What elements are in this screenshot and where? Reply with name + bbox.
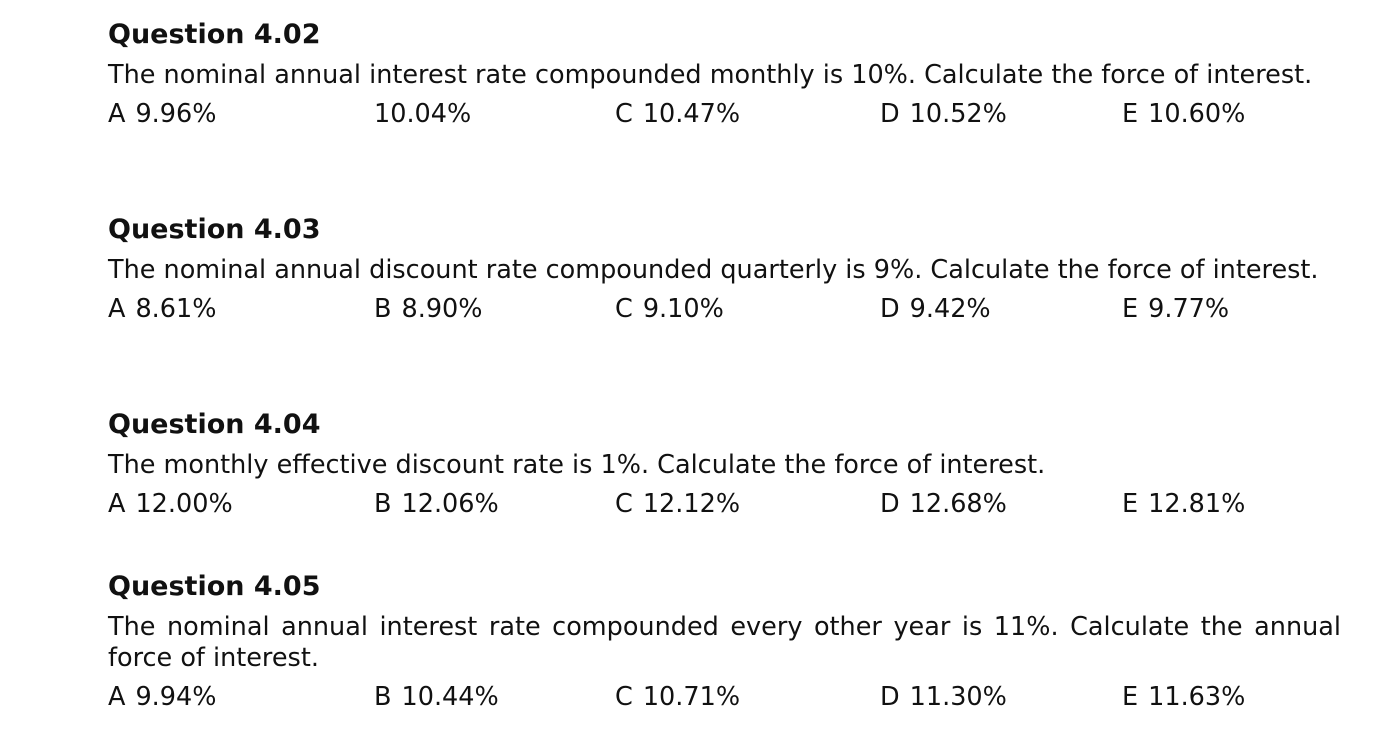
answer-options bbox=[108, 292, 1341, 326]
option-e[interactable] bbox=[1122, 97, 1245, 131]
option-value: 10.52% bbox=[909, 99, 1007, 129]
option-letter: E bbox=[1122, 489, 1139, 519]
question-4-03 bbox=[108, 215, 1341, 326]
answer-options bbox=[108, 680, 1341, 714]
option-d[interactable] bbox=[880, 292, 991, 326]
option-letter: A bbox=[108, 682, 126, 712]
option-a[interactable] bbox=[108, 97, 216, 131]
question-title: Question 4.05 bbox=[108, 571, 321, 602]
question-title: Question 4.02 bbox=[108, 19, 321, 50]
option-letter: B bbox=[374, 682, 392, 712]
question-4-04 bbox=[108, 410, 1341, 521]
option-value: 11.63% bbox=[1148, 682, 1246, 712]
option-letter: D bbox=[880, 99, 900, 129]
question-4-02 bbox=[108, 20, 1341, 131]
question-title: Question 4.04 bbox=[108, 409, 321, 440]
option-value: 9.77% bbox=[1148, 294, 1230, 324]
option-letter: C bbox=[615, 99, 633, 129]
question-title: Question 4.03 bbox=[108, 214, 321, 245]
option-letter: B bbox=[374, 294, 392, 324]
option-letter: E bbox=[1122, 99, 1139, 129]
answer-options bbox=[108, 487, 1341, 521]
option-e[interactable] bbox=[1122, 487, 1245, 521]
answer-options bbox=[108, 97, 1341, 131]
option-d[interactable] bbox=[880, 680, 1007, 714]
option-letter: D bbox=[880, 682, 900, 712]
option-value: 8.90% bbox=[401, 294, 483, 324]
option-letter: D bbox=[880, 294, 900, 324]
question-text: The nominal annual interest rate compounded every other year is 11%. Calculate the annual force of interest. bbox=[108, 612, 1341, 673]
option-letter: B bbox=[374, 489, 392, 519]
option-value: 8.61% bbox=[135, 294, 217, 324]
option-a[interactable] bbox=[108, 292, 216, 326]
option-value: 9.42% bbox=[909, 294, 991, 324]
option-value: 10.47% bbox=[642, 99, 741, 129]
option-letter: A bbox=[108, 294, 126, 324]
option-letter: E bbox=[1122, 294, 1139, 324]
option-letter: C bbox=[615, 682, 633, 712]
option-c[interactable] bbox=[615, 292, 724, 326]
option-b[interactable] bbox=[374, 680, 499, 714]
option-value: 12.00% bbox=[135, 489, 233, 519]
option-value: 12.12% bbox=[642, 489, 741, 519]
option-value: 10.04% bbox=[374, 99, 472, 129]
option-b[interactable] bbox=[374, 487, 499, 521]
option-value: 9.96% bbox=[135, 99, 217, 129]
option-value: 12.68% bbox=[909, 489, 1007, 519]
option-b[interactable] bbox=[374, 292, 483, 326]
question-text: The nominal annual discount rate compounded quarterly is 9%. Calculate the force of interest. bbox=[108, 255, 1319, 285]
option-c[interactable] bbox=[615, 97, 740, 131]
option-a[interactable] bbox=[108, 680, 216, 714]
question-4-05 bbox=[108, 572, 1341, 714]
option-value: 12.81% bbox=[1148, 489, 1246, 519]
option-letter: A bbox=[108, 489, 126, 519]
option-value: 11.30% bbox=[909, 682, 1007, 712]
option-c[interactable] bbox=[615, 680, 740, 714]
option-d[interactable] bbox=[880, 487, 1007, 521]
question-text: The nominal annual interest rate compounded monthly is 10%. Calculate the force of interest. bbox=[108, 60, 1313, 90]
option-value: 9.94% bbox=[135, 682, 217, 712]
option-a[interactable] bbox=[108, 487, 233, 521]
option-e[interactable] bbox=[1122, 680, 1245, 714]
option-b[interactable] bbox=[374, 97, 471, 131]
option-d[interactable] bbox=[880, 97, 1007, 131]
option-e[interactable] bbox=[1122, 292, 1229, 326]
option-letter: D bbox=[880, 489, 900, 519]
option-c[interactable] bbox=[615, 487, 740, 521]
option-value: 10.44% bbox=[401, 682, 499, 712]
option-letter: C bbox=[615, 489, 633, 519]
option-value: 9.10% bbox=[642, 294, 724, 324]
option-letter: A bbox=[108, 99, 126, 129]
option-value: 10.71% bbox=[642, 682, 741, 712]
option-value: 10.60% bbox=[1148, 99, 1246, 129]
option-value: 12.06% bbox=[401, 489, 499, 519]
question-text: The monthly effective discount rate is 1%. Calculate the force of interest. bbox=[108, 450, 1046, 480]
option-letter: E bbox=[1122, 682, 1139, 712]
option-letter: C bbox=[615, 294, 633, 324]
